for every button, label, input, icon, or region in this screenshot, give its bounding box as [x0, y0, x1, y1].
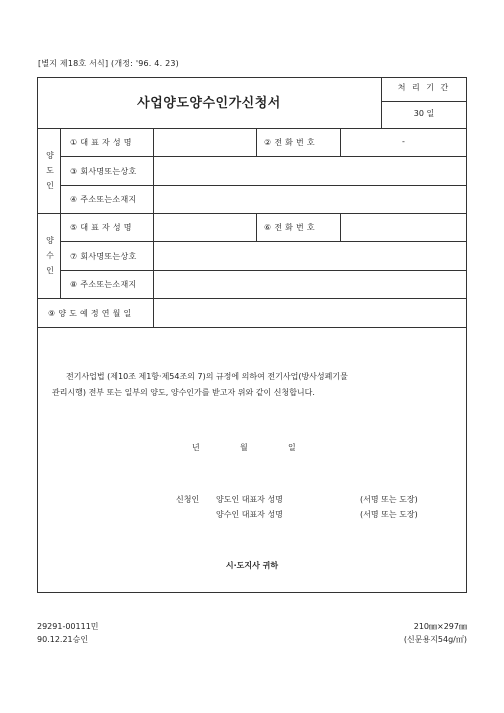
transferor-address-label: ④ 주소또는소재지	[70, 195, 137, 204]
transferor-char-2: 도	[46, 166, 54, 175]
transferor-phone-label: ② 전 화 번 호	[264, 138, 315, 147]
divider-period	[381, 101, 467, 102]
transferee-phone-label: ⑥ 전 화 번 호	[264, 223, 315, 232]
transferor-company-label: ③ 회사명또는상호	[70, 167, 137, 176]
transferee-rep-sign-label: 양수인 대표자 성명	[216, 510, 283, 519]
date-day-label: 일	[288, 443, 296, 452]
transferee-group-label	[40, 233, 60, 278]
phone-col-line-1	[256, 128, 257, 156]
footer-code: 29291-00111민	[37, 622, 99, 631]
sign-note-2: (서명 또는 도장)	[360, 510, 418, 519]
form-title: 사업양도양수인가신청서	[137, 96, 281, 111]
transferor-rep-sign-label: 양도인 대표자 성명	[216, 495, 283, 504]
addressee: 시·도지사 귀하	[225, 561, 279, 570]
transferee-rep-name-label: ⑤ 대 표 자 성 명	[70, 223, 132, 232]
transfer-date-field[interactable]	[153, 299, 467, 327]
processing-period-value: 30 일	[413, 109, 435, 118]
transferor-rep-name-label: ① 대 표 자 성 명	[70, 138, 132, 147]
date-month-label: 월	[240, 443, 248, 452]
processing-period-label: 처 리 기 간	[397, 83, 451, 92]
transferee-company-label: ⑦ 회사명또는상호	[70, 252, 137, 261]
footer-size: 210㎜×297㎜	[413, 622, 467, 631]
group-col-line	[60, 128, 61, 298]
transferee-char-3: 인	[46, 266, 54, 275]
sign-note-1: (서명 또는 도장)	[360, 495, 418, 504]
applicant-prefix: 신청인	[176, 495, 200, 504]
application-statement	[52, 369, 452, 401]
phone-col-line-2	[256, 213, 257, 241]
transferor-address-field[interactable]	[153, 186, 467, 213]
statement-line-1: 전기사업법 (제10조 제1항·제54조의 7)의 규정에 의하여 전기사업(방사성폐기물	[66, 372, 348, 381]
form-reference: [별지 제18호 서식] (개정: '96. 4. 23)	[38, 59, 179, 68]
statement-line-2: 관리시행) 전부 또는 일부의 양도, 양수인가를 받고자 위와 같이 신청합니다.	[52, 388, 315, 397]
date-year-label: 년	[192, 443, 200, 452]
transferor-group-label	[40, 148, 60, 193]
transferor-rep-name-field[interactable]	[153, 129, 256, 156]
footer-approval: 90.12.21승인	[37, 635, 89, 644]
transferor-char-1: 양	[46, 151, 54, 160]
transferee-rep-name-field[interactable]	[153, 214, 256, 241]
transfer-date-label: ⑨ 양 도 예 정 연 월 일	[48, 309, 132, 318]
transferee-address-field[interactable]	[153, 271, 467, 298]
transferor-company-field[interactable]	[153, 157, 467, 185]
transferee-company-field[interactable]	[153, 242, 467, 270]
transferee-address-label: ⑧ 주소또는소재지	[70, 280, 137, 289]
row-line-7	[37, 327, 467, 328]
transferee-char-2: 수	[46, 251, 54, 260]
transferor-phone-field[interactable]: -	[402, 137, 405, 146]
transferee-phone-field[interactable]	[340, 214, 467, 241]
transferor-char-3: 인	[46, 181, 54, 190]
transferee-char-1: 양	[46, 236, 54, 245]
footer-paper: (신문용지54g/㎡)	[403, 635, 467, 644]
